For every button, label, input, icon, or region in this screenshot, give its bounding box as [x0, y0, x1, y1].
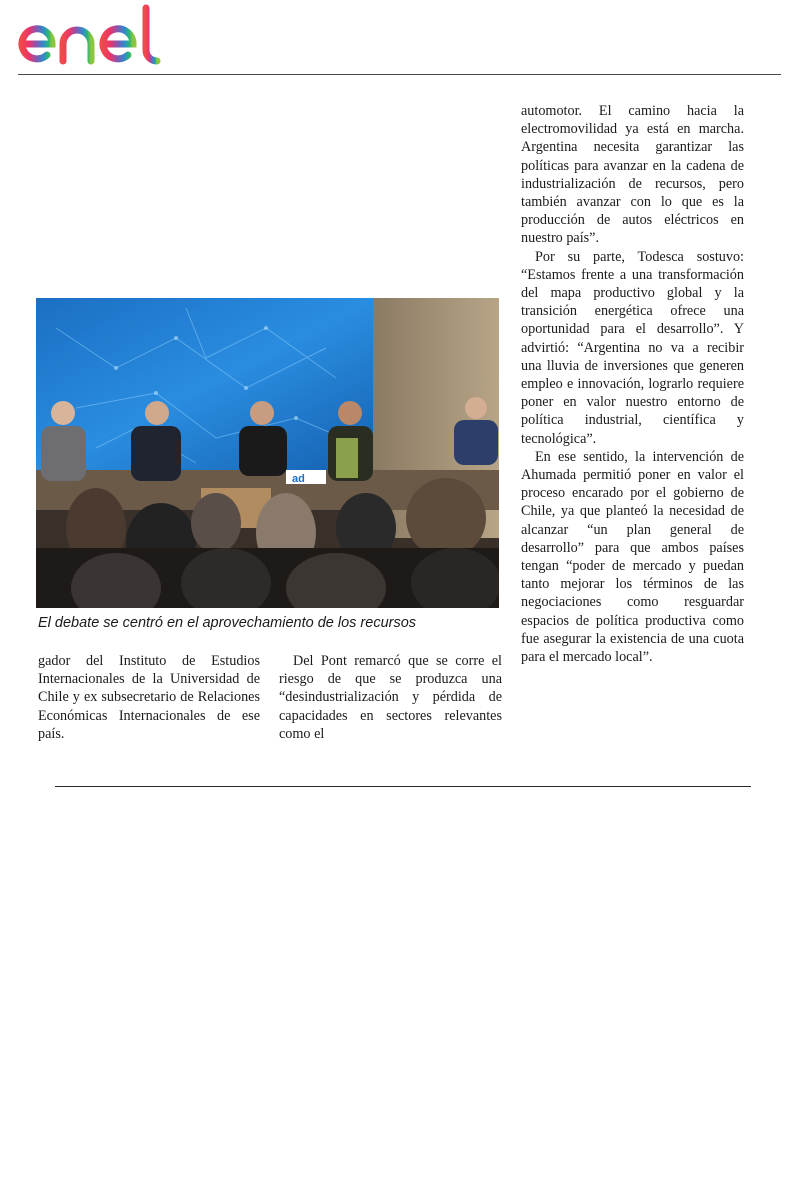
- enel-logo: [16, 2, 181, 66]
- event-photo: [36, 298, 499, 608]
- article-column-3: [521, 102, 744, 666]
- footer-rule: [55, 786, 751, 787]
- article-column-2: [279, 652, 502, 743]
- page-header: [0, 0, 800, 78]
- header-rule: [18, 74, 781, 75]
- paragraph: Del Pont remarcó que se corre el riesgo de que se produzca una “desindustrialización y pérdida de capacidades en sectores relevantes como el: [279, 653, 502, 742]
- article-column-1: [38, 652, 260, 743]
- paragraph: automotor. El camino hacia la electromovilidad ya está en marcha. Argentina necesita garantizar las políticas para avanzar en la cadena de industrialización de recursos, pero también avanzar con lo que es la producción de autos eléctricos en nuestro país”.: [521, 103, 744, 247]
- photo-caption: El debate se centró en el aprovechamiento de los recursos: [38, 615, 417, 631]
- paragraph: Por su parte, Todesca sostuvo: “Estamos frente a una transformación del mapa productivo global y la transición energética ofrece una oportunidad para el desarrollo”. Y advirtió: “Argentina no va a recibir una lluvia de inversiones que generen empleo e innovación, lograrlo requiere poner en valor nuestro entorno de política industrial, científica y tecnológica”.: [521, 248, 744, 447]
- banner-text: ad: [292, 473, 305, 485]
- paragraph: gador del Instituto de Estudios Internacionales de la Universidad de Chile y ex subsecretario de Relaciones Económicas Internacionales de ese país.: [38, 653, 260, 742]
- paragraph: En ese sentido, la intervención de Ahumada permitió poner en valor el proceso encarado por el gobierno de Chile, ya que planteó la necesidad de alcanzar “un plan general de desarrollo” para que ambos países tengan “poder de mercado y puedan tanto mejorar los términos de las negociaciones como resguardar espacios de política productiva como fue asegurar la existencia de una cuota para el mercado local”.: [521, 448, 744, 666]
